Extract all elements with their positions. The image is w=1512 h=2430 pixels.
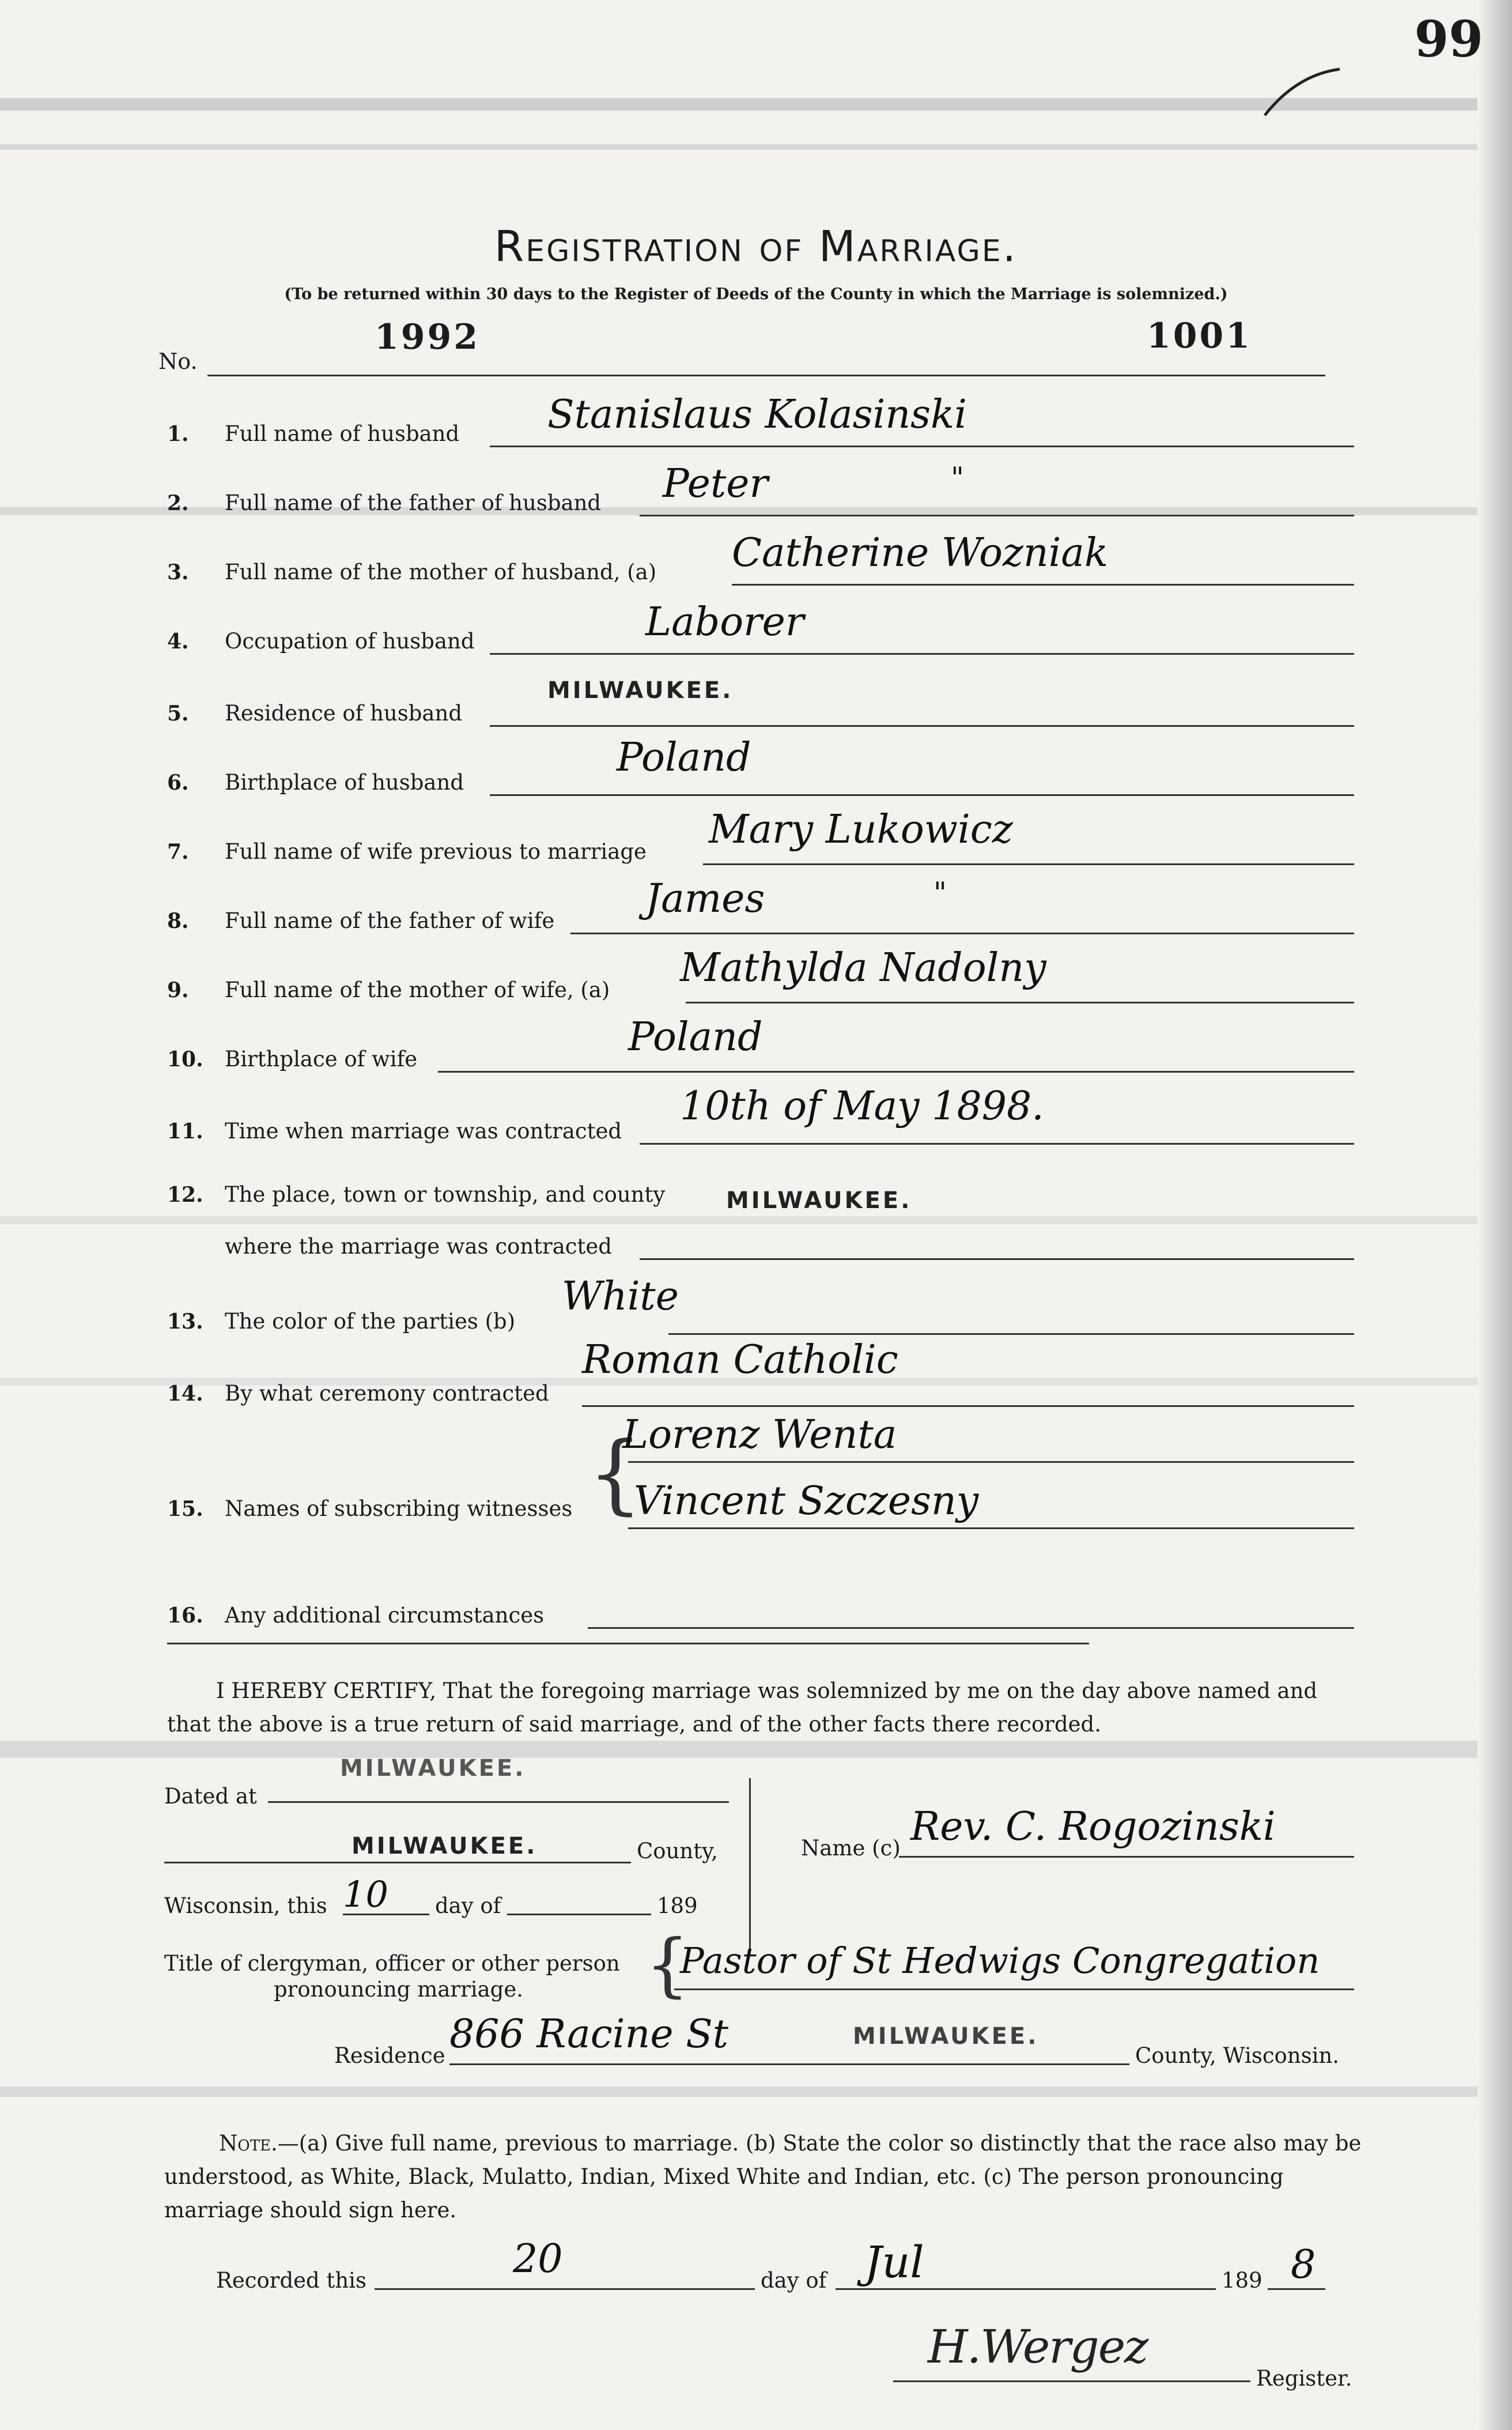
field-number: 15. <box>167 1497 203 1521</box>
county-stamp: MILWAUKEE. <box>351 1833 538 1859</box>
recorded-year-label: 189 <box>1222 2268 1262 2293</box>
field-label: Any additional circumstances <box>225 1603 545 1628</box>
birthplace-husband-value: Poland <box>617 735 751 780</box>
field-number: 16. <box>167 1603 203 1628</box>
ceremony-value: Roman Catholic <box>582 1337 898 1383</box>
field-number: 5. <box>167 701 189 726</box>
field-label: Time when marriage was contracted <box>225 1119 622 1144</box>
field-number: 6. <box>167 771 189 795</box>
field-line <box>588 1627 1354 1629</box>
field-label: Full name of the father of wife <box>225 908 555 933</box>
certification-text: That the foregoing marriage was solemnized by me on the day above named and that the above is a true return of said marriage, and of the other facts there recorded. <box>167 1678 1318 1737</box>
field-number: 12. <box>167 1183 203 1207</box>
field-label: Full name of the mother of wife, (a) <box>225 978 610 1002</box>
title-label-2: pronouncing marriage. <box>274 1977 523 2002</box>
field-number: 3. <box>167 560 189 584</box>
title-label: Title of clergyman, officer or other person <box>164 1951 620 1976</box>
name-label: Name (c) <box>801 1836 901 1861</box>
note-paragraph <box>164 2127 1363 2227</box>
field-line <box>582 1405 1354 1407</box>
note-text: —(a) Give full name, previous to marriage. (b) State the color so distinctly that the race also may be understood, as White, Black, Mulatto, Indian, Mixed White and Indian, etc. (c) The person pronouncing marriage should sign here. <box>164 2131 1362 2223</box>
occupation-value: Laborer <box>645 599 804 645</box>
field-number: 10. <box>167 1047 203 1071</box>
field-line <box>490 653 1354 655</box>
mother-of-husband-value: Catherine Wozniak <box>732 530 1109 576</box>
county-line <box>164 1862 631 1863</box>
residence-husband-stamp: MILWAUKEE. <box>547 677 734 704</box>
field-label: Full name of wife previous to marriage <box>225 839 647 864</box>
field-label: By what ceremony contracted <box>225 1381 549 1406</box>
field-label: Birthplace of wife <box>225 1047 418 1071</box>
name-line <box>899 1856 1354 1858</box>
witness-line <box>628 1461 1354 1463</box>
field-label: The place, town or township, and county <box>225 1182 666 1207</box>
field-label: Full name of the father of husband <box>225 490 602 515</box>
mother-of-wife-value: Mathylda Nadolny <box>680 945 1046 991</box>
father-of-husband-value: Peter <box>663 461 769 507</box>
field-line <box>732 584 1354 586</box>
recorded-day-of-label: day of <box>761 2268 827 2293</box>
recorded-day-line <box>375 2288 755 2290</box>
field-label: Names of subscribing witnesses <box>225 1496 573 1521</box>
record-number-label: No. <box>158 349 198 374</box>
field-line <box>438 1071 1354 1073</box>
field-row <box>167 764 1354 798</box>
field-line <box>640 515 1354 516</box>
residence-value: 866 Racine St <box>449 2012 729 2057</box>
witness-line <box>628 1527 1354 1529</box>
color-value: White <box>562 1274 679 1319</box>
page-edge-shadow <box>1477 0 1512 2430</box>
field-label: Full name of the mother of husband, (a) <box>225 560 657 584</box>
dated-day-value: 10 <box>343 1873 388 1915</box>
field-line <box>686 1002 1354 1003</box>
marriage-place-stamp: MILWAUKEE. <box>726 1187 912 1214</box>
field-line <box>640 1258 1354 1260</box>
pen-stroke-mark <box>1262 63 1343 121</box>
title-line <box>674 1988 1354 1990</box>
recorded-month-value: Jul <box>864 2236 924 2288</box>
witness-2-value: Vincent Szczesny <box>634 1478 979 1524</box>
field-number: 11. <box>167 1119 203 1144</box>
husband-name-value: Stanislaus Kolasinski <box>547 392 967 437</box>
field-line <box>668 1333 1354 1335</box>
residence-county-label: County, Wisconsin. <box>1135 2043 1340 2068</box>
fold-band <box>0 1216 1512 1224</box>
record-number: 1992 <box>375 317 480 357</box>
field-line <box>703 863 1354 865</box>
divider-line <box>749 1778 751 1951</box>
ditto-mark: " <box>933 876 947 910</box>
register-label: Register. <box>1256 2366 1352 2391</box>
recorded-year-value: 8 <box>1291 2242 1316 2288</box>
form-subtitle: (To be returned within 30 days to the Register of Deeds of the County in which the Marriage is solemnized.) <box>284 285 1228 303</box>
title-brace: { <box>645 1925 690 2005</box>
field-line <box>490 794 1354 796</box>
ditto-mark: " <box>951 461 964 495</box>
field-line-extra <box>167 1643 1089 1644</box>
certification-lead: I HEREBY CERTIFY, <box>216 1678 437 1703</box>
birthplace-wife-value: Poland <box>628 1014 763 1060</box>
field-label: Full name of husband <box>225 421 460 446</box>
wife-name-value: Mary Lukowicz <box>709 807 1013 852</box>
field-line <box>640 1143 1354 1145</box>
day-of-label: day of <box>435 1893 501 1918</box>
witness-1-value: Lorenz Wenta <box>622 1412 897 1458</box>
year-label: 189 <box>657 1893 698 1918</box>
recorded-day-value: 20 <box>513 2236 563 2282</box>
clergy-title-value: Pastor of St Hedwigs Congregation <box>680 1940 1320 1982</box>
field-row <box>167 1597 1354 1631</box>
form-title: Registration of Marriage. <box>494 222 1018 271</box>
father-of-wife-value: James <box>645 876 765 922</box>
field-row <box>167 1303 1354 1337</box>
field-line <box>490 725 1354 727</box>
record-number-line <box>207 375 1325 376</box>
register-signature: H.Wergez <box>928 2320 1148 2374</box>
marriage-date-value: 10th of May 1898. <box>680 1084 1044 1129</box>
field-row-continued <box>167 1228 1354 1262</box>
field-number: 1. <box>167 422 189 446</box>
field-row <box>167 695 1354 729</box>
certification-paragraph <box>167 1674 1366 1741</box>
fold-band <box>0 1741 1512 1758</box>
field-label: Occupation of husband <box>225 629 475 654</box>
county-label: County, <box>637 1839 718 1863</box>
field-number: 7. <box>167 840 189 864</box>
field-number: 13. <box>167 1310 203 1334</box>
residence-line <box>449 2063 1129 2065</box>
register-line <box>893 2380 1250 2382</box>
record-number-alt: 1001 <box>1147 316 1252 356</box>
residence-stamp: MILWAUKEE. <box>853 2023 1039 2050</box>
field-label: Residence of husband <box>225 701 463 726</box>
dated-at-stamp: MILWAUKEE. <box>340 1755 526 1782</box>
field-number: 2. <box>167 491 189 515</box>
field-number: 14. <box>167 1382 203 1406</box>
note-lead: Note. <box>219 2131 278 2156</box>
witness-brace: { <box>588 1424 643 1524</box>
field-line <box>490 446 1354 447</box>
field-number: 9. <box>167 978 189 1002</box>
residence-label: Residence <box>334 2043 445 2068</box>
field-number: 8. <box>167 909 189 933</box>
dated-at-label: Dated at <box>164 1784 257 1809</box>
officiant-name-value: Rev. C. Rogozinski <box>910 1804 1276 1850</box>
field-number: 4. <box>167 629 189 654</box>
page-number: 99 <box>1414 10 1483 69</box>
field-label: The color of the parties (b) <box>225 1309 516 1334</box>
fold-band <box>0 2086 1512 2097</box>
wisconsin-label: Wisconsin, this <box>164 1893 327 1918</box>
field-line <box>570 933 1354 934</box>
field-label: Birthplace of husband <box>225 770 464 795</box>
recorded-label: Recorded this <box>216 2268 366 2293</box>
month-line <box>507 1914 651 1915</box>
field-label: where the marriage was contracted <box>225 1234 612 1259</box>
dated-at-line <box>268 1801 729 1803</box>
recorded-month-line <box>836 2288 1216 2290</box>
recorded-year-line <box>1268 2288 1325 2290</box>
scan-band <box>0 144 1512 150</box>
